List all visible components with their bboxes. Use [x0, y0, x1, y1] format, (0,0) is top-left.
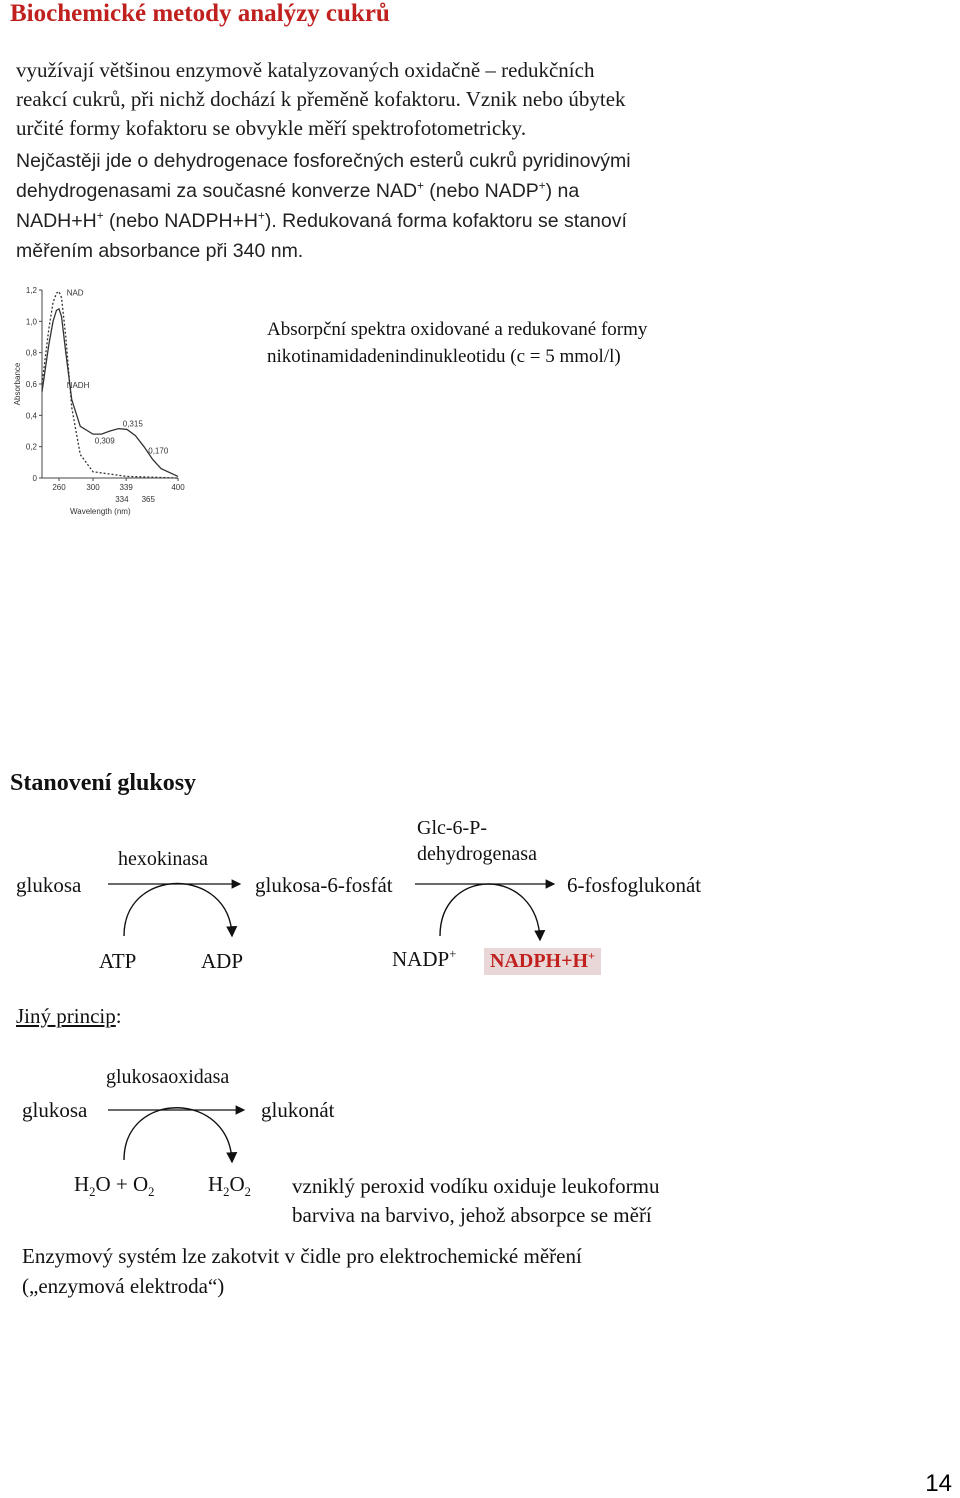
rxn2-product: glukonát [261, 1098, 335, 1122]
x-tick-label: 339 [119, 483, 133, 492]
rxn1-curved-arrow-atp-adp [124, 884, 232, 937]
cofactor-nadp: NADP+ [392, 947, 457, 971]
x-tick-label: 300 [86, 483, 100, 492]
cofactor-nadph-highlight: NADPH+H+ [484, 948, 601, 975]
x-tick-label: 365 [141, 495, 155, 504]
cofactor-adp: ADP [201, 949, 244, 973]
caption-line: Absorpční spektra oxidované a redukované formy [267, 319, 648, 340]
legend-nad: NAD [66, 288, 84, 298]
rxn1-product: 6-fosfoglukonát [567, 873, 702, 897]
other-principle-label: Jiný princip: [16, 1004, 122, 1028]
rxn1-enzyme-g6pdh-line2: dehydrogenasa [417, 843, 537, 865]
x-tick-label: 334 [115, 495, 129, 504]
para-line: NADH+H+ (nebo NADPH+H+). Redukovaná forma kofaktoru se stanoví [16, 209, 627, 232]
para-line: dehydrogenasami za současné konverze NAD+ (nebo NADP+) na [16, 179, 580, 202]
page-title: Biochemické metody analýzy cukrů [10, 0, 390, 27]
rxn1-curved-arrow-nadp [440, 884, 540, 940]
cofactor-water-oxygen: $H_2O + O_2$ [74, 1172, 155, 1200]
rxn2-curved-arrow-peroxide [124, 1108, 232, 1162]
rxn1-intermediate: glukosa-6-fosfát [255, 873, 393, 897]
cofactor-atp: ATP [99, 949, 137, 973]
para-line: Nejčastěji jde o dehydrogenace fosforečných esterů cukrů pyridinovými [16, 150, 631, 172]
legend-nadh: NADH [66, 381, 90, 390]
description-line: barviva na barvivo, jehož absorpce se měří [292, 1203, 652, 1227]
x-axis-label: Wavelength (nm) [70, 507, 131, 516]
caption-line: nikotinamidadenindinukleotidu (c = 5 mmol/l) [267, 346, 621, 367]
section-heading: Stanovení glukosy [10, 770, 197, 796]
description-line: vzniklý peroxid vodíku oxiduje leukoformu [292, 1174, 660, 1198]
annotation-label: 0,309 [94, 436, 115, 446]
rxn1-enzyme-hexokinase: hexokinasa [118, 848, 208, 870]
para-line: měřením absorbance při 340 nm. [16, 240, 304, 262]
y-axis-label: Absorbance [13, 362, 22, 406]
annotation-label: 0,315 [122, 419, 143, 429]
footer-line: („enzymová elektroda“) [22, 1274, 225, 1298]
cofactor-hydrogen-peroxide: $H_2O_2$ [208, 1172, 251, 1200]
y-tick-label: 0,2 [25, 442, 37, 452]
y-tick-label: 0,8 [25, 348, 37, 358]
rxn1-substrate: glukosa [16, 873, 82, 897]
intro-line: reakcí cukrů, při nichž dochází k přeměně kofaktoru. Vznik nebo úbytek [16, 87, 626, 111]
y-tick-label: 0 [32, 474, 37, 483]
rxn2-substrate: glukosa [22, 1098, 88, 1122]
annotation-label: 0,170 [148, 446, 169, 456]
x-tick-label: 260 [52, 483, 66, 492]
rxn1-enzyme-g6pdh-line1: Glc-6-P- [417, 817, 487, 839]
y-tick-label: 1,2 [25, 286, 37, 295]
intro-line: využívají většinou enzymově katalyzovaných oxidačně – redukčních [16, 58, 595, 82]
rxn2-enzyme-glucose-oxidase: glukosaoxidasa [106, 1066, 230, 1088]
y-tick-label: 0,4 [25, 411, 37, 421]
y-tick-label: 1,0 [25, 317, 37, 327]
page-number: 14 [925, 1470, 952, 1497]
footer-line: Enzymový systém lze zakotvit v čidle pro elektrochemické měření [22, 1244, 582, 1268]
intro-line: určité formy kofaktoru se obvykle měří spektrofotometricky. [16, 116, 527, 140]
x-tick-label: 400 [171, 483, 185, 492]
y-tick-label: 0,6 [25, 380, 37, 389]
